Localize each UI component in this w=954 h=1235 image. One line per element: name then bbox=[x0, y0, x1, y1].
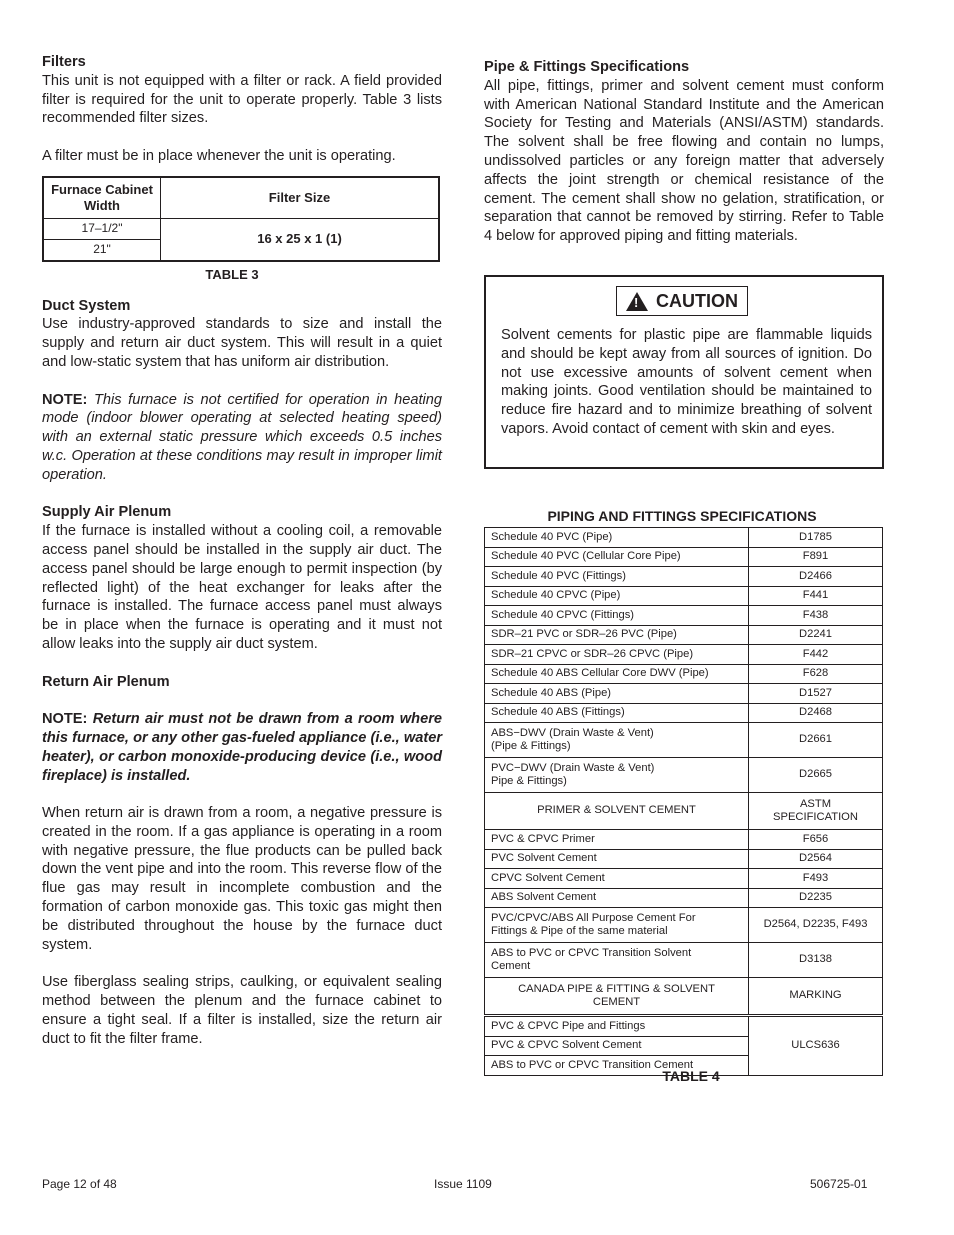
spec-cell: D2468 bbox=[749, 703, 883, 723]
table3-width-1: 17–1/2" bbox=[43, 218, 161, 239]
caution-box bbox=[484, 275, 884, 469]
footer-doc-number: 506725-01 bbox=[810, 1177, 868, 1191]
spec-cell: D3138 bbox=[749, 943, 883, 978]
caution-body: Solvent cements for plastic pipe are flammable liquids and should be kept away from all sources of ignition. Do not use excessive amounts of solvent cement when making joints. Good ventilation should be maintained to reduce fire hazard and to minimize breathing of solvent vapors. Avoid contact of cement with skin and eyes. bbox=[501, 327, 872, 437]
material-cell: Schedule 40 PVC (Cellular Core Pipe) bbox=[485, 547, 749, 567]
marking-header: MARKING bbox=[749, 978, 883, 1016]
spec-cell: D1527 bbox=[749, 684, 883, 704]
supply-paragraph: If the furnace is installed without a cooling coil, a removable access panel should be installed in the supply air duct. The access panel should be large enough to permit inspection (by reflected light) of the heat exchanger for leaks after the furnace is installed. The furnace access panel must always be in place when the furnace is operating and it must not allow leaks into the supply air duct system. bbox=[42, 523, 442, 652]
duct-note bbox=[42, 391, 442, 485]
spec-cell: F628 bbox=[749, 664, 883, 684]
table-header-row bbox=[485, 978, 883, 1016]
table4-caption: TABLE 4 bbox=[662, 1068, 720, 1084]
right-column bbox=[484, 58, 884, 246]
table-row bbox=[485, 684, 883, 704]
table-row bbox=[485, 888, 883, 908]
material-cell: Schedule 40 ABS (Pipe) bbox=[485, 684, 749, 704]
return-paragraph-2: Use fiberglass sealing strips, caulking, or equivalent sealing method between the plenum and the furnace cabinet to ensure a tight seal. If a filter is installed, size the return air duct to fit the filter frame. bbox=[42, 974, 442, 1047]
table-row bbox=[485, 723, 883, 758]
warning-triangle-icon: ! bbox=[626, 292, 648, 311]
footer-issue: Issue 1109 bbox=[434, 1177, 492, 1191]
spec-cell: F442 bbox=[749, 645, 883, 665]
duct-note-text: This furnace is not certified for operation in heating mode (indoor blower operating at selected heating speed) with an external static pressure which exceeds 0.5 inches w.c. Operation at these conditions may result in improper limit operation. bbox=[42, 391, 442, 483]
material-cell: PVC & CPVC Solvent Cement bbox=[485, 1036, 749, 1056]
return-note bbox=[42, 710, 442, 785]
material-cell: PVC & CPVC Pipe and Fittings bbox=[485, 1016, 749, 1037]
spec-cell: D2564 bbox=[749, 849, 883, 869]
table-row bbox=[485, 606, 883, 626]
material-cell: PVC Solvent Cement bbox=[485, 849, 749, 869]
material-cell: PVC & CPVC Primer bbox=[485, 830, 749, 850]
left-column bbox=[42, 53, 442, 1048]
duct-paragraph: Use industry-approved standards to size and install the supply and return air duct system. This will result in a quiet and low-static system that has uniform air distribution. bbox=[42, 316, 442, 370]
table-row bbox=[485, 664, 883, 684]
footer-page-number: Page 12 of 48 bbox=[42, 1177, 117, 1191]
table-row bbox=[485, 703, 883, 723]
spec-cell: ULCS636 bbox=[749, 1016, 883, 1076]
table-row bbox=[485, 943, 883, 978]
supply-heading: Supply Air Plenum bbox=[42, 504, 172, 521]
material-cell: Schedule 40 ABS (Fittings) bbox=[485, 703, 749, 723]
table-row bbox=[485, 758, 883, 793]
spec-cell: F438 bbox=[749, 606, 883, 626]
table3-col1-header: Furnace Cabinet Width bbox=[43, 177, 161, 219]
spec-cell: D2564, D2235, F493 bbox=[749, 908, 883, 943]
duct-heading: Duct System bbox=[42, 297, 131, 314]
return-note-label: NOTE: bbox=[42, 711, 88, 728]
filters-paragraph-1: This unit is not equipped with a filter or rack. A field provided filter is required for the unit to operate properly. Table 3 lists recommended filter sizes. bbox=[42, 72, 442, 127]
return-paragraph-1: When return air is drawn from a room, a negative pressure is created in the room. If a gas appliance is operating in a room with negative pressure, the flue products can be pulled back down the vent pipe and into the room. This reverse flow of the flue gas may result in incomplete combustion and the formation of carbon monoxide gas. This toxic gas might then be distributed throughout the house by the furnace duct system. bbox=[42, 805, 442, 953]
return-note-text: Return air must not be drawn from a room where this furnace, or any other gas-fueled appliance (i.e., water heater), or carbon monoxide-producing device (i.e., wood fireplace) is installed. bbox=[42, 711, 442, 784]
caution-header bbox=[616, 286, 748, 316]
material-cell: SDR–21 CPVC or SDR–26 CPVC (Pipe) bbox=[485, 645, 749, 665]
spec-cell: D2241 bbox=[749, 625, 883, 645]
table-row bbox=[485, 869, 883, 889]
table-row bbox=[485, 625, 883, 645]
table3-col2-header: Filter Size bbox=[161, 177, 440, 219]
material-cell: Schedule 40 PVC (Fittings) bbox=[485, 567, 749, 587]
material-cell: SDR–21 PVC or SDR–26 PVC (Pipe) bbox=[485, 625, 749, 645]
spec-cell: F891 bbox=[749, 547, 883, 567]
table-header-row bbox=[485, 793, 883, 830]
spec-cell: F441 bbox=[749, 586, 883, 606]
table3-filter-size: 16 x 25 x 1 (1) bbox=[161, 218, 440, 261]
material-cell: Schedule 40 CPVC (Pipe) bbox=[485, 586, 749, 606]
material-cell: ABS Solvent Cement bbox=[485, 888, 749, 908]
return-heading: Return Air Plenum bbox=[42, 673, 170, 690]
table4-title: PIPING AND FITTINGS SPECIFICATIONS bbox=[547, 508, 817, 524]
spec-cell: F656 bbox=[749, 830, 883, 850]
material-cell: ABS to PVC or CPVC Transition Solvent Cement bbox=[485, 943, 749, 978]
spec-cell: D2466 bbox=[749, 567, 883, 587]
table-row bbox=[485, 586, 883, 606]
material-cell: ABS−DWV (Drain Waste & Vent) (Pipe & Fittings) bbox=[485, 723, 749, 758]
filters-heading: Filters bbox=[42, 54, 86, 70]
filter-size-table bbox=[42, 176, 440, 262]
table-row bbox=[485, 547, 883, 567]
material-cell: PVC−DWV (Drain Waste & Vent) Pipe & Fittings) bbox=[485, 758, 749, 793]
table3-width-2: 21" bbox=[43, 239, 161, 261]
caution-title: CAUTION bbox=[656, 290, 738, 311]
material-cell: PVC/CPVC/ABS All Purpose Cement For Fittings & Pipe of the same material bbox=[485, 908, 749, 943]
table-row bbox=[485, 849, 883, 869]
spec-cell: D2661 bbox=[749, 723, 883, 758]
spec-cell: D2665 bbox=[749, 758, 883, 793]
material-cell: Schedule 40 ABS Cellular Core DWV (Pipe) bbox=[485, 664, 749, 684]
piping-specs-table bbox=[484, 527, 883, 1076]
filters-paragraph-2: A filter must be in place whenever the unit is operating. bbox=[42, 147, 396, 164]
table-row bbox=[485, 645, 883, 665]
primer-header: PRIMER & SOLVENT CEMENT bbox=[485, 793, 749, 830]
table-row bbox=[485, 1016, 883, 1037]
table3-caption: TABLE 3 bbox=[205, 266, 259, 282]
table-row bbox=[485, 830, 883, 850]
material-cell: Schedule 40 CPVC (Fittings) bbox=[485, 606, 749, 626]
table-row bbox=[485, 528, 883, 548]
spec-cell: D2235 bbox=[749, 888, 883, 908]
duct-note-label: NOTE: bbox=[42, 391, 88, 408]
spec-cell: D1785 bbox=[749, 528, 883, 548]
table-row bbox=[485, 908, 883, 943]
astm-header: ASTM SPECIFICATION bbox=[749, 793, 883, 830]
material-cell: CPVC Solvent Cement bbox=[485, 869, 749, 889]
material-cell: Schedule 40 PVC (Pipe) bbox=[485, 528, 749, 548]
pipe-paragraph: All pipe, fittings, primer and solvent cement must conform with American National Standard Institute and the American Society for Testing and Materials (ANSI/ASTM) standards. The solvent shall be free flowing and contain no lumps, undissolved particles or any foreign matter that adversely affects the joint strength or chemical resistance of the cement. The cement shall show no gelation, stratification, or separation that cannot be removed by stirring. Refer to Table 4 below for approved piping and fitting materials. bbox=[484, 77, 884, 245]
material-cell: ABS to PVC or CPVC Transition Cement bbox=[485, 1056, 749, 1076]
table-row bbox=[485, 567, 883, 587]
spec-cell: F493 bbox=[749, 869, 883, 889]
canada-header: CANADA PIPE & FITTING & SOLVENT CEMENT bbox=[485, 978, 749, 1016]
pipe-heading: Pipe & Fittings Specifications bbox=[484, 59, 690, 75]
